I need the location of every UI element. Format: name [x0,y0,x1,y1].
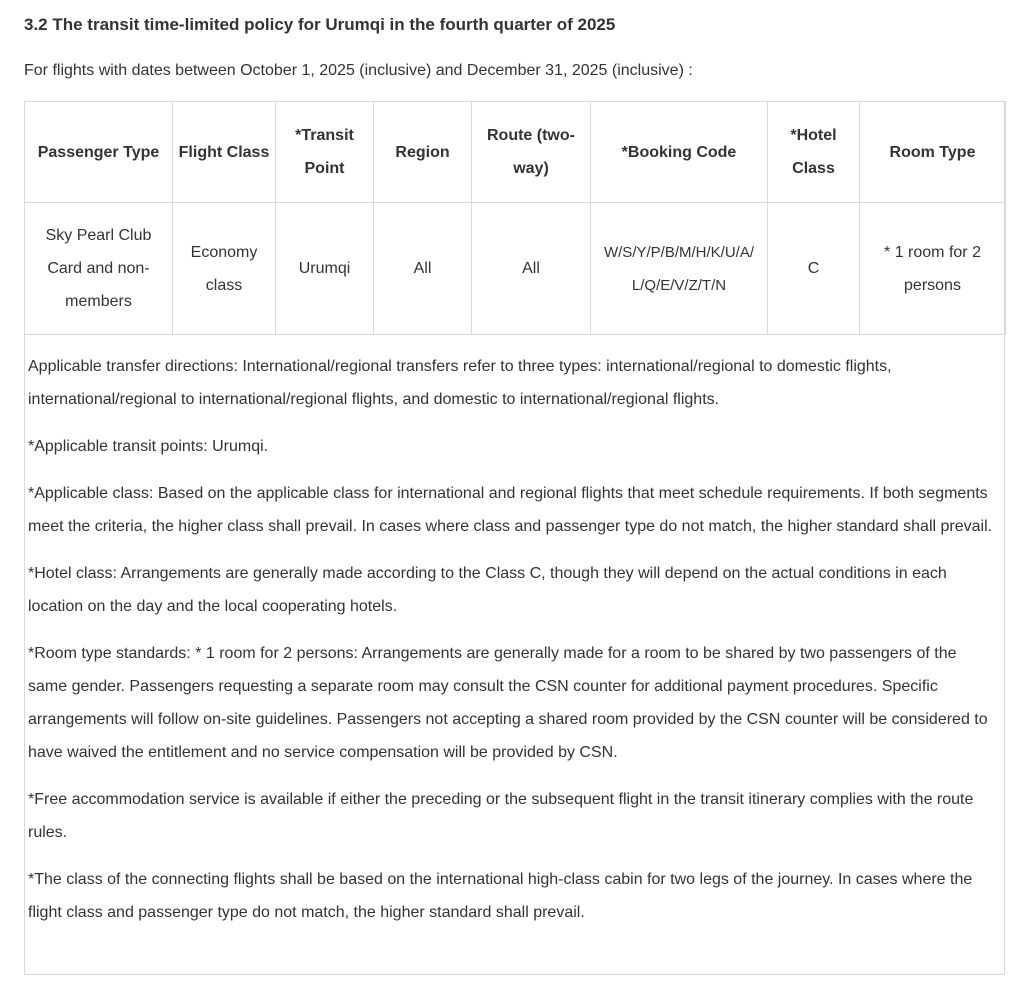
header-booking-code: *Booking Code [591,102,768,203]
note-connecting-flight-class: *The class of the connecting flights shall be based on the international high-class cabin for two legs of the journey. In cases where the flight class and passenger type do not match, the higher standard shall prevail. [28,871,973,921]
note-transfer-directions: Applicable transfer directions: International/regional transfers refer to three types: international/regional to domestic flights, international/regional to international/regional flights, and domestic to international/regional flights. [28,358,892,408]
header-hotel-class: *Hotel Class [768,102,860,203]
header-room-type: Room Type [860,102,1006,203]
cell-region: All [374,203,472,335]
cell-passenger-type: Sky Pearl Club Card and non-members [25,203,173,335]
cell-transit-point: Urumqi [276,203,374,335]
note-transit-points: *Applicable transit points: Urumqi. [28,438,269,455]
header-passenger-type: Passenger Type [25,102,173,203]
table-row [25,203,1006,335]
cell-flight-class: Economy class [173,203,276,335]
header-region: Region [374,102,472,203]
table-header-row [25,102,1006,203]
policy-notes [28,350,1000,943]
header-route: Route (two-way) [472,102,591,203]
cell-booking-code: W/S/Y/P/B/M/H/K/U/A/ L/Q/E/V/Z/T/N [591,203,768,335]
date-range-intro: For flights with dates between October 1, 2025 (inclusive) and December 31, 2025 (inclusive) : [24,62,693,79]
note-applicable-class: *Applicable class: Based on the applicable class for international and regional flights that meet schedule requirements. If both segments meet the criteria, the higher class shall prevail. In cases where class and passenger type do not match, the higher standard shall prevail. [28,485,993,535]
cell-route: All [472,203,591,335]
section-heading: 3.2 The transit time-limited policy for Urumqi in the fourth quarter of 2025 [24,15,616,34]
note-hotel-class: *Hotel class: Arrangements are generally made according to the Class C, though they will depend on the actual conditions in each location on the day and the local cooperating hotels. [28,565,947,615]
note-room-type-standards: *Room type standards: * 1 room for 2 persons: Arrangements are generally made for a room to be shared by two passengers of the same gender. Passengers requesting a separate room may consult the CSN counter for additional payment procedures. Specific arrangements will follow on-site guidelines. Passengers not accepting a shared room provided by the CSN counter will be considered to have waived the entitlement and no service compensation will be provided by CSN. [28,645,988,761]
cell-hotel-class: C [768,203,860,335]
policy-box [24,101,1005,975]
header-transit-point: *Transit Point [276,102,374,203]
cell-room-type: * 1 room for 2 persons [860,203,1006,335]
header-flight-class: Flight Class [173,102,276,203]
note-free-accommodation: *Free accommodation service is available if either the preceding or the subsequent flight in the transit itinerary complies with the route rules. [28,791,974,841]
policy-table [24,101,1006,335]
